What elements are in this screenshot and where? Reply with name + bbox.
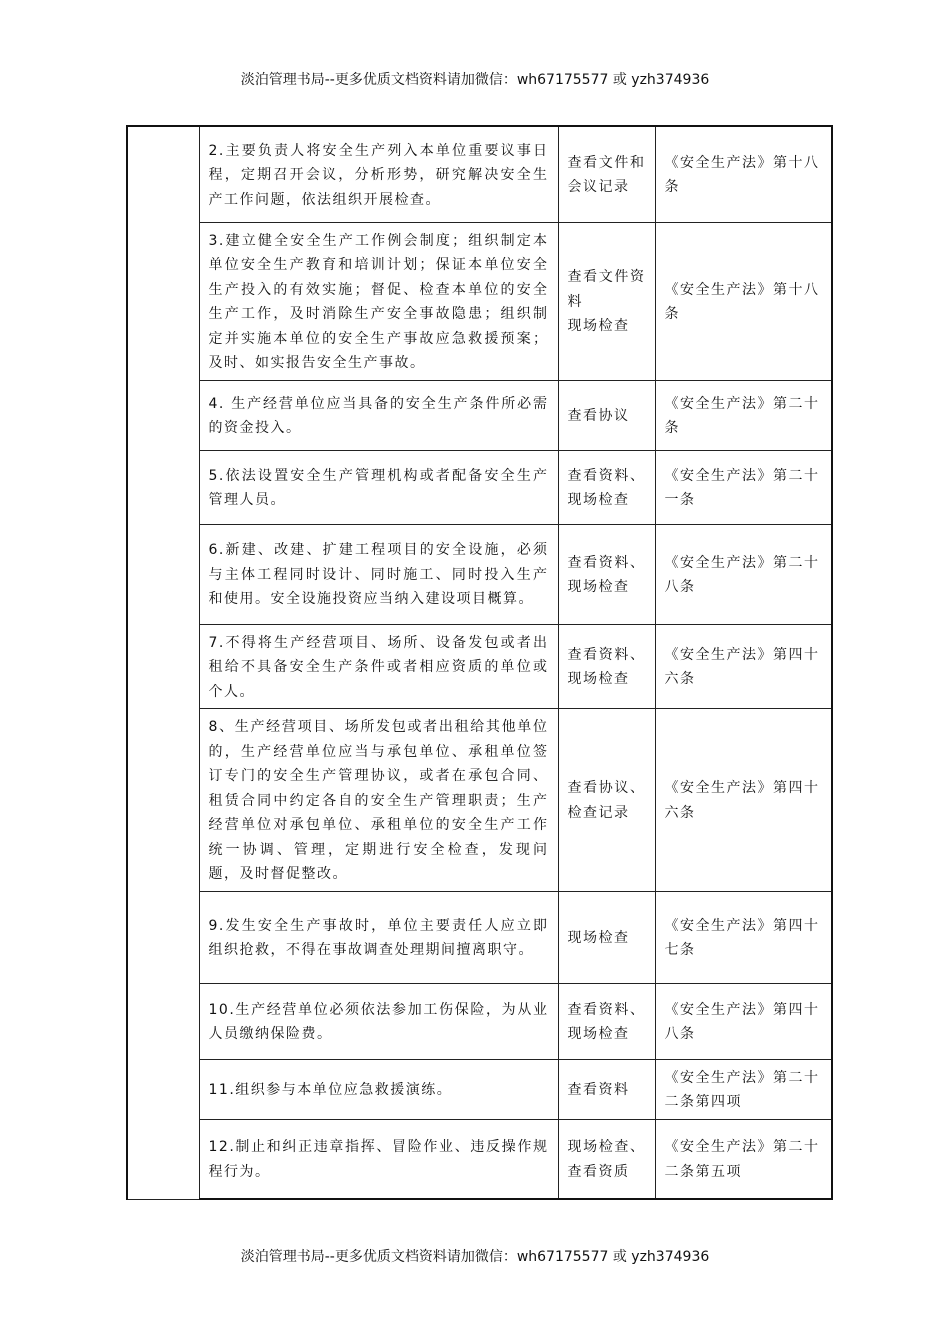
requirement-cell: 4. 生产经营单位应当具备的安全生产条件所必需的资金投入。 [199,380,558,450]
category-cell [127,126,199,1199]
requirement-cell: 10.生产经营单位必须依法参加工伤保险，为从业人员缴纳保险费。 [199,983,558,1059]
table-row [127,380,832,450]
method-cell: 查看资料、现场检查 [558,983,655,1059]
legal-basis-cell: 《安全生产法》第二十一条 [655,450,832,524]
page-footer: 淡泊管理书局--更多优质文档资料请加微信：wh67175577 或 yzh374936 [240,1249,710,1265]
page-header: 淡泊管理书局--更多优质文档资料请加微信：wh67175577 或 yzh374936 [240,72,710,88]
requirement-cell: 9.发生安全生产事故时，单位主要责任人应立即组织抢救，不得在事故调查处理期间擅离职守。 [199,891,558,983]
method-cell: 查看文件和会议记录 [558,126,655,222]
method-cell: 查看资料、现场检查 [558,450,655,524]
table-row [127,624,832,709]
method-cell: 查看资料、现场检查 [558,524,655,624]
table-row [127,891,832,983]
requirement-cell: 12.制止和纠正违章指挥、冒险作业、违反操作规程行为。 [199,1119,558,1199]
method-cell: 现场检查、查看资质 [558,1119,655,1199]
requirement-cell: 3.建立健全安全生产工作例会制度；组织制定本单位安全生产教育和培训计划；保证本单位安全生产投入的有效实施；督促、检查本单位的安全生产工作，及时消除生产安全事故隐患；组织制定并实施本单位的安全生产事故应急救援预案；及时、如实报告安全生产事故。 [199,222,558,380]
legal-basis-cell: 《安全生产法》第十八条 [655,126,832,222]
legal-basis-cell: 《安全生产法》第四十七条 [655,891,832,983]
table-row [127,983,832,1059]
table-row [127,1059,832,1119]
legal-basis-cell: 《安全生产法》第四十八条 [655,983,832,1059]
requirement-cell: 2.主要负责人将安全生产列入本单位重要议事日程，定期召开会议，分析形势，研究解决安全生产工作问题，依法组织开展检查。 [199,126,558,222]
requirement-cell: 11.组织参与本单位应急救援演练。 [199,1059,558,1119]
method-cell: 查看资料、现场检查 [558,624,655,709]
legal-basis-cell: 《安全生产法》第十八条 [655,222,832,380]
requirement-cell: 7.不得将生产经营项目、场所、设备发包或者出租给不具备安全生产条件或者相应资质的单位或个人。 [199,624,558,709]
legal-basis-cell: 《安全生产法》第二十八条 [655,524,832,624]
requirement-cell: 6.新建、改建、扩建工程项目的安全设施，必须与主体工程同时设计、同时施工、同时投入生产和使用。安全设施投资应当纳入建设项目概算。 [199,524,558,624]
table-row [127,450,832,524]
legal-basis-cell: 《安全生产法》第二十二条第五项 [655,1119,832,1199]
method-cell: 查看资料 [558,1059,655,1119]
method-cell: 查看协议 [558,380,655,450]
table-row [127,126,832,222]
legal-basis-cell: 《安全生产法》第二十条 [655,380,832,450]
method-cell: 查看协议、检查记录 [558,709,655,892]
method-cell: 查看文件资料 现场检查 [558,222,655,380]
table-row [127,709,832,892]
requirement-cell: 5.依法设置安全生产管理机构或者配备安全生产管理人员。 [199,450,558,524]
inspection-table [126,125,833,1200]
method-cell: 现场检查 [558,891,655,983]
legal-basis-cell: 《安全生产法》第四十六条 [655,624,832,709]
legal-basis-cell: 《安全生产法》第四十六条 [655,709,832,892]
table-row [127,222,832,380]
table-row [127,1119,832,1199]
table-row [127,524,832,624]
legal-basis-cell: 《安全生产法》第二十二条第四项 [655,1059,832,1119]
requirement-cell: 8、生产经营项目、场所发包或者出租给其他单位的，生产经营单位应当与承包单位、承租单位签订专门的安全生产管理协议，或者在承包合同、租赁合同中约定各自的安全生产管理职责；生产经营单位对承包单位、承租单位的安全生产工作统一协调、管理，定期进行安全检查，发现问题，及时督促整改。 [199,709,558,892]
